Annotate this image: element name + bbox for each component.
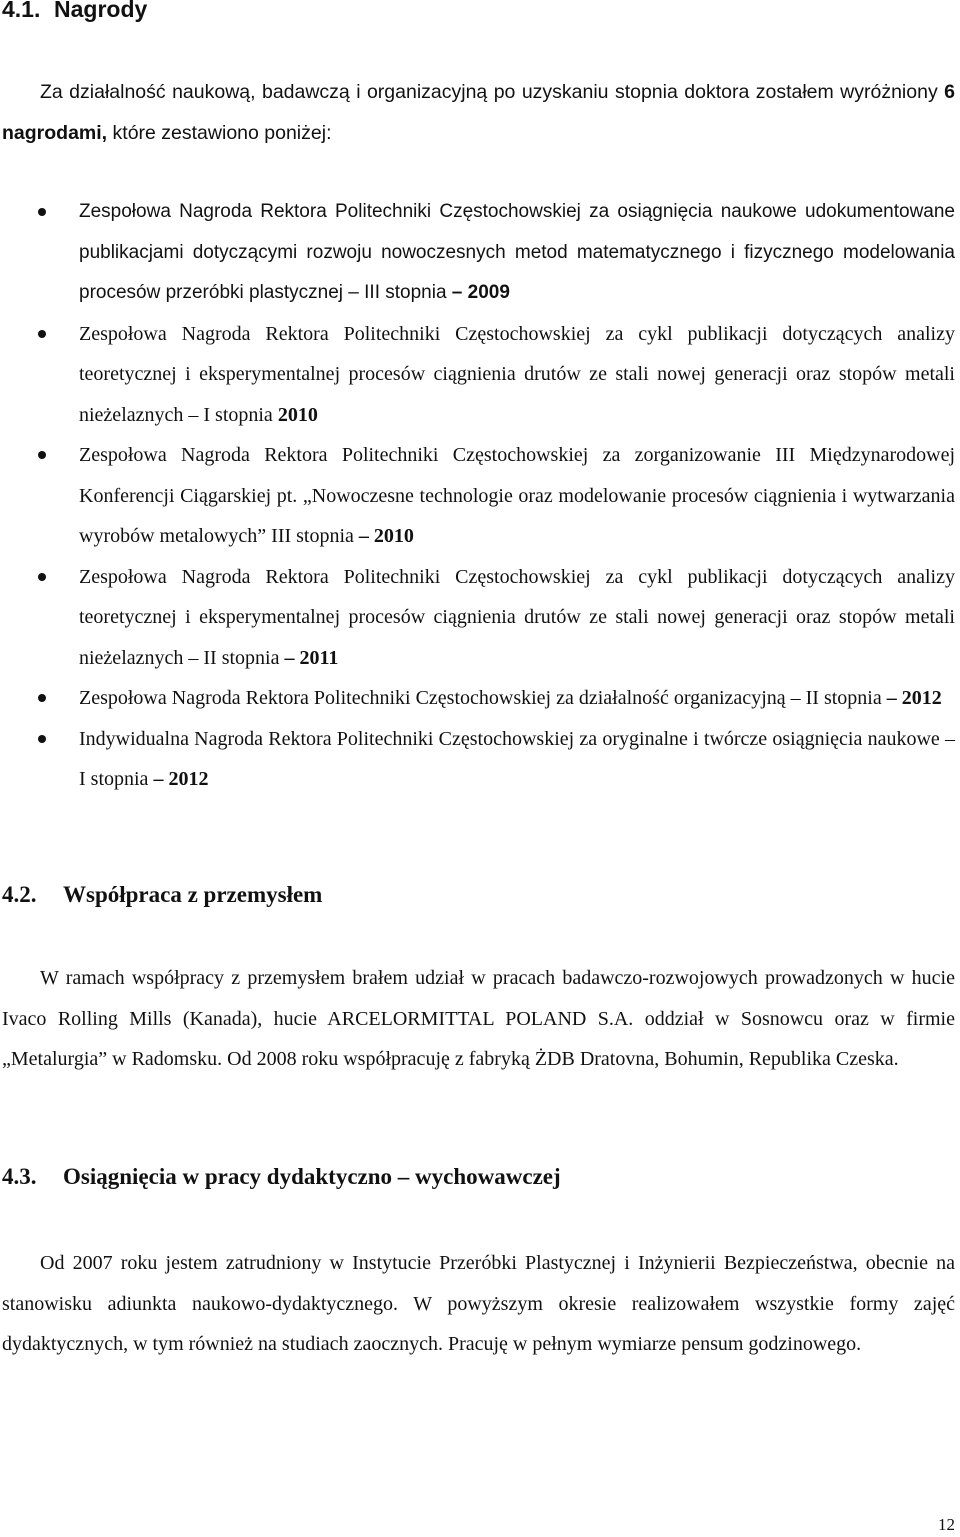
industry-paragraph: W ramach współpracy z przemysłem brałem udział w pracach badawczo-rozwojowych prowadzonych w hucie Ivaco Rolling Mills (Kanada), hucie ARCELORMITTAL POLAND S.A. oddział w Sosnowcu oraz w firmie „Metalurgia” w Radomsku. Od 2008 roku współpracuję z fabryką ŻDB Dratovna, Bohumin, Republika Czeska. [2,967,955,1070]
section-number: 4.3. [2,1164,37,1189]
section-heading-awards [2,0,147,23]
bullet-icon [38,451,46,459]
list-item: Indywidualna Nagroda Rektora Politechniki Częstochowskiej za oryginalne i twórcze osiągnięcia naukowe – I stopnia – 2012 [0,719,955,800]
list-item: Zespołowa Nagroda Rektora Politechniki Częstochowskiej za osiągnięcia naukowe udokumentowane publikacjami dotyczącymi rozwoju nowoczesnych metod matematycznego i fizycznego modelowania procesów przeróbki plastycznej – III stopnia – 2009 [0,192,955,314]
list-item: Zespołowa Nagroda Rektora Politechniki Częstochowskiej za działalność organizacyjną – II stopnia – 2012 [0,678,955,719]
bullet-icon [38,330,46,338]
list-item: Zespołowa Nagroda Rektora Politechniki Częstochowskiej za cykl publikacji dotyczących analizy teoretycznej i eksperymentalnej procesów ciągnienia drutów ze stali nowej generacji oraz stopów metali nieżelaznych – I stopnia 2010 [0,314,955,436]
teaching-paragraph: Od 2007 roku jestem zatrudniony w Instytucie Przeróbki Plastycznej i Inżynierii Bezpieczeństwa, obecnie na stanowisku adiunkta naukowo-dydaktycznego. W powyższym okresie realizowałem wszystkie formy zajęć dydaktycznych, w tym również na studiach zaocznych. Pracuję w pełnym wymiarze pensum godzinowego. [2,1252,955,1355]
awards-intro: Za działalność naukową, badawczą i organizacyjną po uzyskaniu stopnia doktora zostałem wyróżniony 6 nagrodami, które zestawiono poniżej: [2,81,955,144]
section-title: Nagrody [54,0,148,22]
list-item: Zespołowa Nagroda Rektora Politechniki Częstochowskiej za cykl publikacji dotyczących analizy teoretycznej i eksperymentalnej procesów ciągnienia drutów ze stali nowej generacji oraz stopów metali nieżelaznych – II stopnia – 2011 [0,557,955,679]
section-number: 4.1. [2,0,41,22]
section-heading-industry [2,882,322,908]
section-number: 4.2. [2,882,37,907]
page-number: 12 [938,1515,955,1534]
section-heading-teaching [2,1164,561,1190]
awards-count: 6 nagrodami, [2,81,955,144]
section-title: Osiągnięcia w pracy dydaktyczno – wychowawczej [63,1164,561,1189]
awards-list [0,192,955,800]
bullet-icon [38,735,46,743]
bullet-icon [38,573,46,581]
bullet-icon [38,208,46,216]
bullet-icon [38,694,46,702]
list-item: Zespołowa Nagroda Rektora Politechniki Częstochowskiej za zorganizowanie III Międzynarodowej Konferencji Ciągarskiej pt. „Nowoczesne technologie oraz modelowanie procesów ciągnienia i wytwarzania wyrobów metalowych” III stopnia – 2010 [0,435,955,557]
section-title: Współpraca z przemysłem [63,882,323,907]
